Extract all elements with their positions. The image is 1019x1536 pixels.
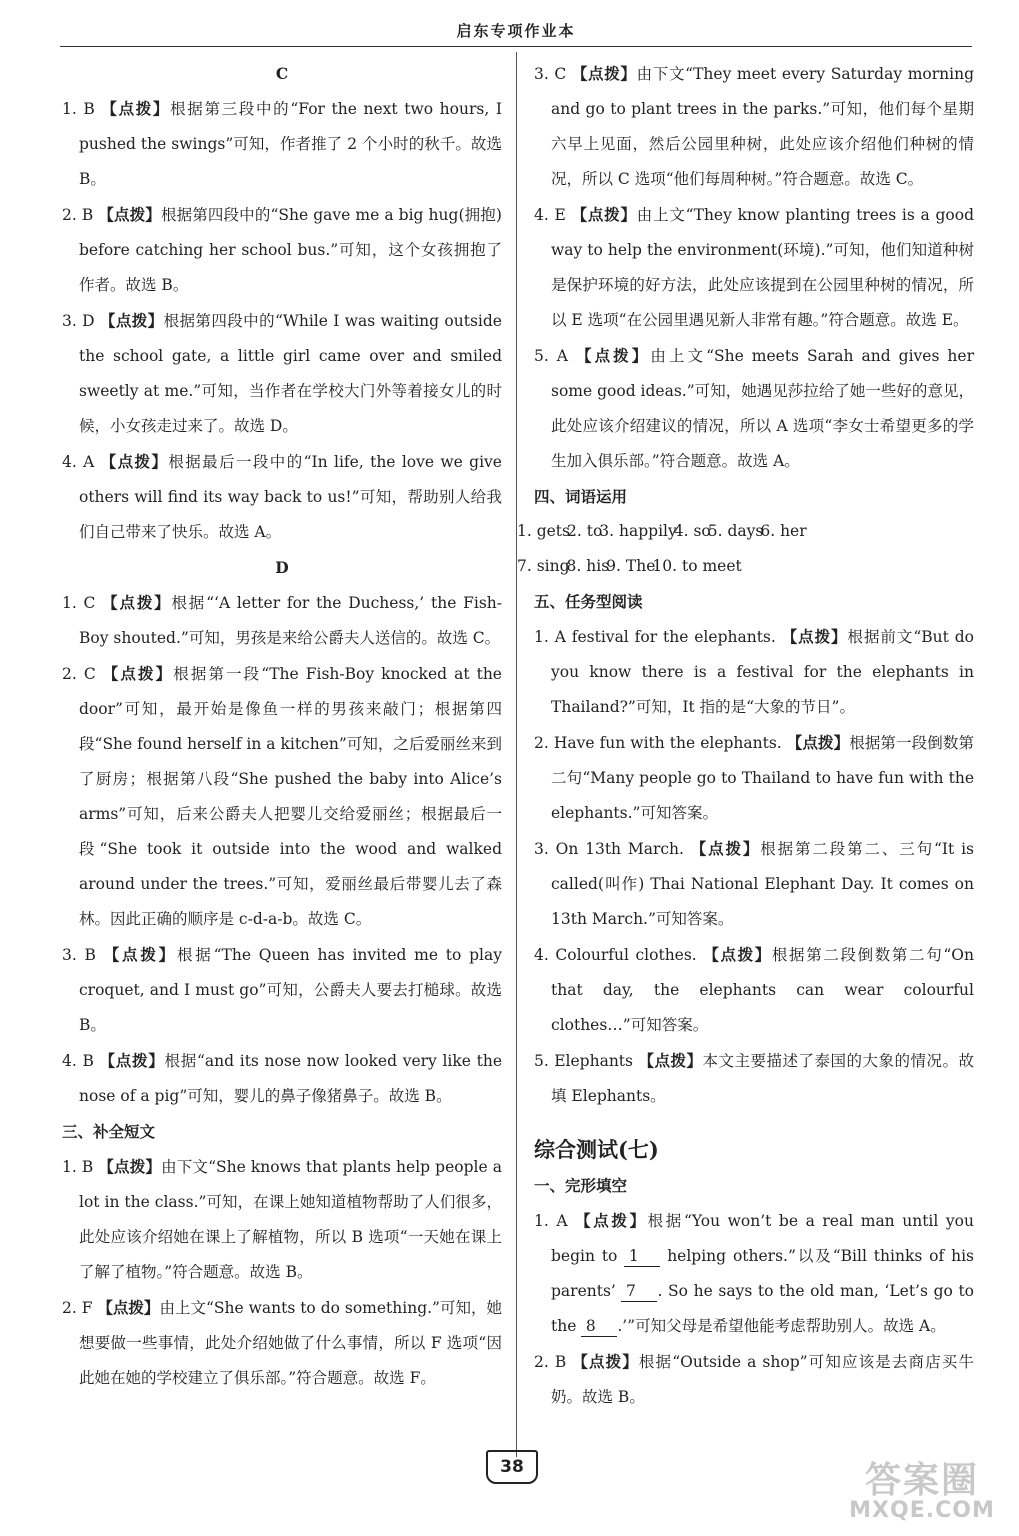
word-answers-row: [517, 514, 974, 549]
hint-tag: 【点拨】: [97, 1298, 160, 1317]
answer-item: [62, 656, 502, 937]
answer-item: [534, 1203, 974, 1344]
answer-item: [62, 1149, 502, 1290]
answer-number: 5. A: [534, 347, 568, 365]
word-answer: 9. The: [606, 557, 656, 575]
word-answer: 10. to meet: [652, 557, 742, 575]
column-divider: [516, 52, 517, 1457]
answer-item: [534, 937, 974, 1043]
answer-item: [534, 1344, 974, 1415]
word-answers-row: [517, 549, 974, 584]
header-rule: [60, 46, 972, 47]
hint-tag: 【点拨】: [571, 64, 637, 83]
answer-item: [534, 56, 974, 197]
explanation: 根据第一段倒数第二句“Many people go to Thailand to have fun with the elephants.”可知答案。: [551, 734, 974, 822]
answer-number: 2. F: [62, 1299, 93, 1317]
answer-number: 5.: [534, 1052, 549, 1070]
word-answer: 1. gets: [517, 522, 570, 540]
explanation: 根据前文“But do you know there is a festival for the elephants in Thailand?”可知，It 指的是“大象的节日”。: [551, 628, 974, 716]
answer-item: [534, 725, 974, 831]
answer-number: 2. C: [62, 665, 96, 683]
hint-tag: 【点拨】: [101, 99, 171, 118]
explanation: 根据“and its nose now looked very like the nose of a pig”可知，婴儿的鼻子像猪鼻子。故选 B。: [79, 1052, 502, 1105]
explanation: 根据“Outside a shop”可知应该是去商店买牛奶。故选 B。: [551, 1353, 974, 1406]
answer-item: [534, 197, 974, 338]
word-answer: 4. so: [673, 522, 711, 540]
answer-number: 3. C: [534, 65, 567, 83]
section-heading: 一、完形填空: [534, 1176, 628, 1195]
word-answer: 8. his: [566, 557, 610, 575]
answer-item: [62, 444, 502, 550]
answer-number: 1. A: [534, 1212, 568, 1230]
hint-tag: 【点拨】: [575, 1211, 648, 1230]
hint-tag: 【点拨】: [100, 452, 169, 471]
answer-item: [534, 619, 974, 725]
answer-text: On 13th March.: [555, 840, 684, 858]
explanation: .’”可知父母是希望他能考虑帮助别人。故选 A。: [617, 1317, 946, 1335]
answer-number: 4.: [534, 946, 549, 964]
hint-tag: 【点拨】: [786, 733, 850, 752]
explanation: 由下文“She knows that plants help people a lot in the class.”可知，在课上她知道植物帮助了人们很多，此处应该介绍她在课上了解植物，所以 B 选项“一天她在课上了解了植物。”符合题意。故选 B。: [79, 1158, 502, 1281]
answer-text: Have fun with the elephants.: [553, 734, 782, 752]
explanation: 由上文“They know planting trees is a good way to help the environment(环境).”可知，他们知道种树是保护环境的好方法，此处应该提到在公园里种树的情况，所以 E 选项“在公园里遇见新人非常有趣。”符合题意。故选 E。: [551, 206, 974, 329]
word-answer: 3. happily: [599, 522, 677, 540]
hint-tag: 【点拨】: [781, 627, 848, 646]
hint-tag: 【点拨】: [572, 1352, 639, 1371]
explanation: helping others.”以及“Bill thinks of his parents’: [551, 1247, 975, 1300]
word-answer: 2. to: [567, 522, 603, 540]
page-number: 38: [486, 1450, 538, 1484]
answer-text: A festival for the elephants.: [554, 628, 776, 646]
hint-tag: 【点拨】: [690, 839, 761, 858]
answer-number: 1. C: [62, 594, 96, 612]
section-letter: C: [275, 64, 289, 83]
answer-item: [62, 303, 502, 444]
explanation: 由上文“She meets Sarah and gives her some good ideas.”可知，她遇见莎拉给了她一些好的意见，此处应该介绍建议的情况，所以 A 选项“李女士希望更多的学生加入俱乐部。”符合题意。故选 A。: [551, 347, 974, 470]
watermark-text: 答案圈: [864, 1460, 979, 1501]
blank-number: 7: [621, 1281, 657, 1302]
right-column: [517, 56, 975, 1415]
word-answer: 6. her: [760, 522, 807, 540]
watermark-logo: [838, 1448, 1006, 1528]
section-heading: 三、补全短文: [62, 1122, 156, 1141]
explanation: 根据第二段倒数第二句“On that day, the elephants can wear colourful clothes…”可知答案。: [551, 946, 974, 1034]
answer-number: 3. D: [62, 312, 95, 330]
answer-item: [62, 91, 502, 197]
hint-tag: 【点拨】: [102, 593, 172, 612]
answer-number: 4. B: [62, 1052, 94, 1070]
blank-number: 1: [624, 1246, 660, 1267]
explanation: 根据“The Queen has invited me to play croquet, and I must go”可知，公爵夫人要去打槌球。故选 B。: [79, 946, 502, 1034]
hint-tag: 【点拨】: [638, 1051, 703, 1070]
hint-tag: 【点拨】: [103, 945, 177, 964]
hint-tag: 【点拨】: [571, 205, 637, 224]
answer-number: 4. E: [534, 206, 566, 224]
hint-tag: 【点拨】: [576, 346, 651, 365]
explanation: 根据第四段中的“She gave me a big hug(拥抱) before catching her school bus.”可知，这个女孩拥抱了作者。故选 B。: [79, 206, 502, 294]
left-column: [62, 56, 502, 1396]
answer-item: [62, 197, 502, 303]
explanation: 由下文“They meet every Saturday morning and go to plant trees in the parks.”可知，他们每个星期六早上见面，然后公园里种树，此处应该介绍他们种树的情况，所以 C 选项“他们每周种树。”符合题意。故选 C。: [551, 65, 974, 188]
hint-tag: 【点拨】: [99, 1051, 165, 1070]
answer-number: 2. B: [62, 206, 94, 224]
explanation: 根据第四段中的“While I was waiting outside the school gate, a little girl came over and smiled sweetly at me.”可知，当作者在学校大门外等着接女儿的时候，小女孩走过来了。故选 D。: [79, 312, 502, 435]
watermark-url: MXQE.COM: [849, 1498, 995, 1523]
answer-item: [534, 831, 974, 937]
answer-item: [62, 937, 502, 1043]
explanation: 根据第三段中的“For the next two hours, I pushed the swings”可知，作者推了 2 个小时的秋千。故选 B。: [79, 100, 502, 188]
section-heading: 四、词语运用: [534, 487, 628, 506]
answer-item: [534, 338, 974, 479]
blank-number: 8: [581, 1316, 617, 1337]
answer-item: [534, 1043, 974, 1114]
explanation: 根据“You won’t be a real man until you begin to: [551, 1212, 974, 1265]
hint-tag: 【点拨】: [102, 664, 174, 683]
test-title: 综合测试(七): [534, 1137, 659, 1162]
answer-text: Colourful clothes.: [555, 946, 697, 964]
answer-number: 3. B: [62, 946, 96, 964]
answer-number: 2. B: [534, 1353, 567, 1371]
answer-number: 1. B: [62, 100, 95, 118]
explanation: 根据第一段“The Fish-Boy knocked at the door”可知，最开始是像鱼一样的男孩来敲门；根据第四段“She found herself in a kitchen”可知，之后爱丽丝来到了厨房；根据第八段“She pushed the baby into Alice’s arms”可知，后来公爵夫人把婴儿交给爱丽丝；根据最后一段“She took it outside into the wood and walked around under the trees.”可知，爱丽丝最后带婴儿去了森林。因此正确的顺序是 c-d-a-b。故选 C。: [79, 665, 502, 928]
explanation: 根据第二段第二、三句“It is called(叫作) Thai National Elephant Day. It comes on 13th March.”可知答案。: [551, 840, 974, 928]
answer-item: [62, 1290, 502, 1396]
answer-number: 1.: [534, 628, 549, 646]
page-header: 启东专项作业本: [456, 22, 576, 40]
answer-text: Elephants: [554, 1052, 633, 1070]
answer-item: [62, 585, 502, 656]
explanation: . So he says to the old man, ‘Let’s go to the: [551, 1282, 975, 1335]
answer-number: 2.: [534, 734, 549, 752]
section-heading: 五、任务型阅读: [534, 592, 643, 611]
explanation: 本文主要描述了泰国的大象的情况。故填 Elephants。: [551, 1052, 974, 1105]
answer-number: 4. A: [62, 453, 95, 471]
answer-item: [62, 1043, 502, 1114]
explanation: 根据“‘A letter for the Duchess,’ the Fish-Boy shouted.”可知，男孩是来给公爵夫人送信的。故选 C。: [79, 594, 503, 647]
word-answer: 5. days: [707, 522, 764, 540]
section-letter: D: [275, 558, 289, 577]
hint-tag: 【点拨】: [703, 945, 772, 964]
answer-number: 3.: [534, 840, 549, 858]
hint-tag: 【点拨】: [99, 311, 164, 330]
explanation: 由上文“She wants to do something.”可知，她想要做一些事情，此处介绍她做了什么事情，所以 F 选项“因此她在她的学校建立了俱乐部。”符合题意。故选 F。: [79, 1299, 502, 1387]
hint-tag: 【点拨】: [98, 205, 161, 224]
hint-tag: 【点拨】: [98, 1157, 162, 1176]
word-answer: 7. sing: [517, 557, 570, 575]
answer-number: 1. B: [62, 1158, 94, 1176]
explanation: 根据最后一段中的“In life, the love we give others will find its way back to us!”可知，帮助别人给我们自己带来了快乐。故选 A。: [79, 453, 502, 541]
